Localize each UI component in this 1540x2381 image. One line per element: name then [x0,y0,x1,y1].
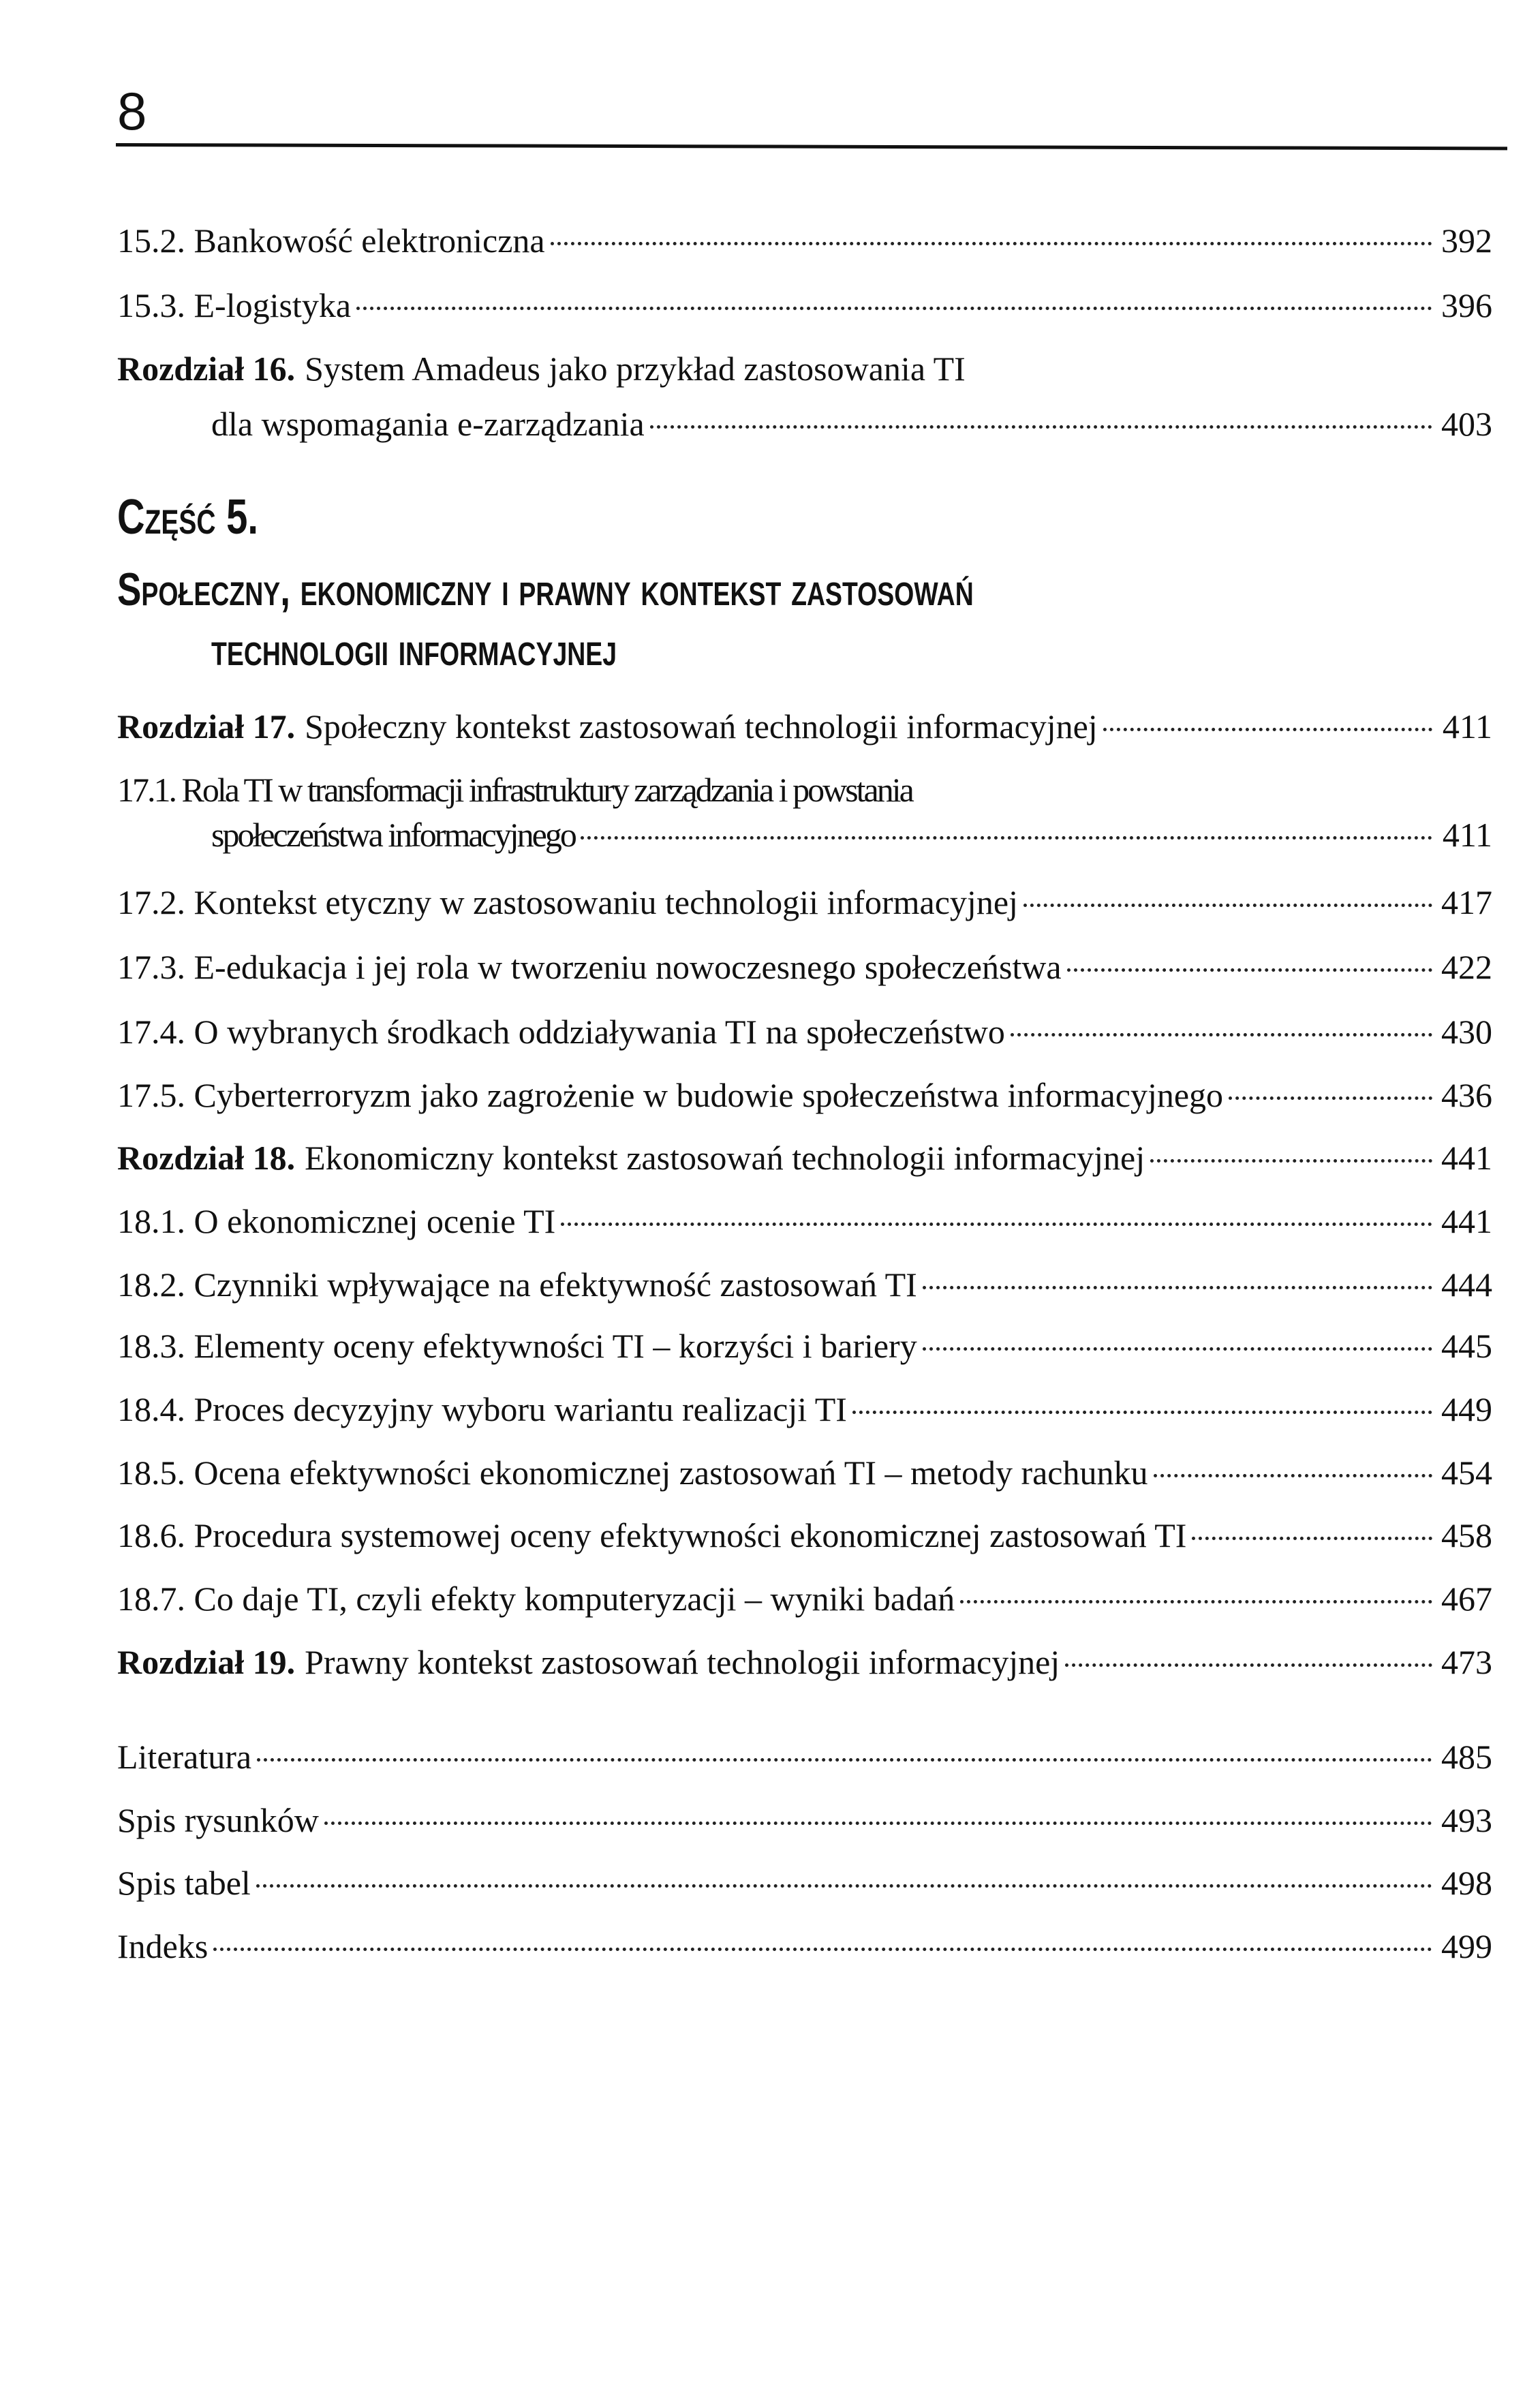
toc-entry [117,1197,1492,1245]
chapter-title: Prawny kontekst zastosowań technologii informacyjnej [305,1643,1060,1681]
dot-leader [551,242,1432,245]
toc-entry [117,1449,1492,1496]
entry-label: 15.3. E-logistyka [117,286,352,324]
chapter-prefix: Rozdział 19. [117,1643,296,1681]
dot-leader [1150,1159,1432,1163]
entry-page: 485 [1441,1738,1492,1776]
dot-leader [256,1884,1432,1888]
dot-leader [324,1822,1432,1825]
chapter-16-heading [117,345,1492,393]
entry-label: Indeks [117,1927,209,1965]
entry-page: 392 [1441,221,1492,260]
entry-page: 467 [1441,1580,1492,1618]
entry-page: 411 [1442,816,1492,854]
toc-entry [117,1322,1492,1370]
entry-label: 18.7. Co daje TI, czyli efekty komputeryzacji – wyniki badań [117,1580,955,1618]
dot-leader [650,425,1432,429]
dot-leader [213,1948,1432,1951]
dot-leader [852,1411,1432,1414]
entry-label: 18.2. Czynniki wpływające na efektywność zastosowań TI [117,1265,917,1304]
toc-entry-cont [211,811,1492,859]
entry-page: 493 [1441,1801,1492,1839]
entry-label: 17.5. Cyberterroryzm jako zagrożenie w budowie społeczeństwa informacyjnego [117,1076,1224,1114]
header-rule [116,143,1507,150]
chapter-16-continued [211,400,1492,448]
entry-label: 17.4. O wybranych środkach oddziaływania TI na społeczeństwo [117,1013,1005,1051]
entry-page: 441 [1441,1202,1492,1240]
part-title-cont: technologii informacyjnej [211,624,617,675]
entry-label: 18.4. Proces decyzyjny wyboru wariantu realizacji TI [117,1390,847,1428]
dot-leader [923,1347,1432,1351]
toc-entry [117,1008,1492,1056]
chapter-prefix: Rozdział 16. [117,350,296,388]
toc-entry [117,1071,1492,1119]
chapter-prefix: Rozdział 17. [117,707,296,746]
back-matter-entry [117,1796,1492,1844]
entry-page: 436 [1441,1076,1492,1114]
toc-entry [117,943,1492,991]
entry-label: 17.3. E-edukacja i jej rola w tworzeniu nowoczesnego społeczeństwa [117,948,1062,986]
entry-label: Literatura [117,1738,252,1776]
entry-page: 396 [1441,286,1492,324]
back-matter-entry [117,1922,1492,1970]
chapter-17-heading [117,703,1492,750]
entry-label: Spis tabel [117,1864,251,1902]
toc-entry [117,217,1492,264]
dot-leader [356,307,1432,310]
entry-label: 18.5. Ocena efektywności ekonomicznej zastosowań TI – metody rachunku [117,1454,1148,1492]
dot-leader [960,1600,1432,1603]
dot-leader [561,1223,1432,1226]
toc-entry [117,878,1492,926]
entry-page: 498 [1441,1864,1492,1902]
back-matter-entry [117,1859,1492,1907]
chapter-title: Społeczny kontekst zastosowań technologii informacyjnej [305,707,1098,746]
chapter-title-cont: dla wspomagania e-zarządzania [211,405,645,443]
chapter-19-heading [117,1638,1492,1686]
entry-page: 417 [1441,883,1492,921]
chapter-18-heading [117,1134,1492,1182]
entry-label: 18.3. Elementy oceny efektywności TI – korzyści i bariery [117,1327,917,1365]
entry-page: 473 [1441,1643,1492,1681]
entry-label: 15.2. Bankowość elektroniczna [117,221,545,260]
chapter-prefix: Rozdział 18. [117,1139,296,1177]
entry-label: 18.1. O ekonomicznej ocenie TI [117,1202,556,1240]
entry-page: 422 [1441,948,1492,986]
dot-leader [581,836,1432,840]
entry-label: 17.2. Kontekst etyczny w zastosowaniu technologii informacyjnej [117,883,1018,921]
entry-page: 454 [1441,1454,1492,1492]
entry-page: 499 [1441,1927,1492,1965]
dot-leader [1023,904,1432,907]
entry-label: 17.1. Rola TI w transformacji infrastruktury zarządzania i powstania [117,771,912,809]
toc-entry [117,1511,1492,1559]
entry-page: 430 [1441,1013,1492,1051]
entry-label: Spis rysunków [117,1801,319,1839]
entry-page: 458 [1441,1516,1492,1554]
dot-leader [257,1758,1432,1762]
entry-label: 18.6. Procedura systemowej oceny efektywności ekonomicznej zastosowań TI [117,1516,1187,1554]
page-number: 8 [117,81,147,141]
dot-leader [1103,728,1432,731]
entry-page: 441 [1441,1139,1492,1177]
toc-entry [117,1575,1492,1623]
entry-page: 445 [1441,1327,1492,1365]
toc-entry [117,766,1492,814]
chapter-title: System Amadeus jako przykład zastosowania TI [305,350,966,388]
dot-leader [923,1286,1432,1289]
part-label: Część 5. [117,490,259,544]
dot-leader [1154,1474,1433,1477]
dot-leader [1011,1033,1432,1036]
entry-page: 411 [1442,707,1492,746]
entry-page: 403 [1441,405,1492,443]
part-title: Społeczny, ekonomiczny i prawny kontekst zastosowań [117,564,974,615]
toc-entry [117,1261,1492,1308]
dot-leader [1229,1096,1432,1100]
entry-page: 444 [1441,1265,1492,1304]
dot-leader [1065,1663,1432,1667]
dot-leader [1067,968,1432,972]
entry-page: 449 [1441,1390,1492,1428]
toc-entry [117,1385,1492,1433]
back-matter-entry [117,1733,1492,1781]
toc-entry [117,281,1492,329]
chapter-title: Ekonomiczny kontekst zastosowań technologii informacyjnej [305,1139,1145,1177]
dot-leader [1192,1537,1432,1540]
entry-label-cont: społeczeństwa informacyjnego [211,816,575,854]
